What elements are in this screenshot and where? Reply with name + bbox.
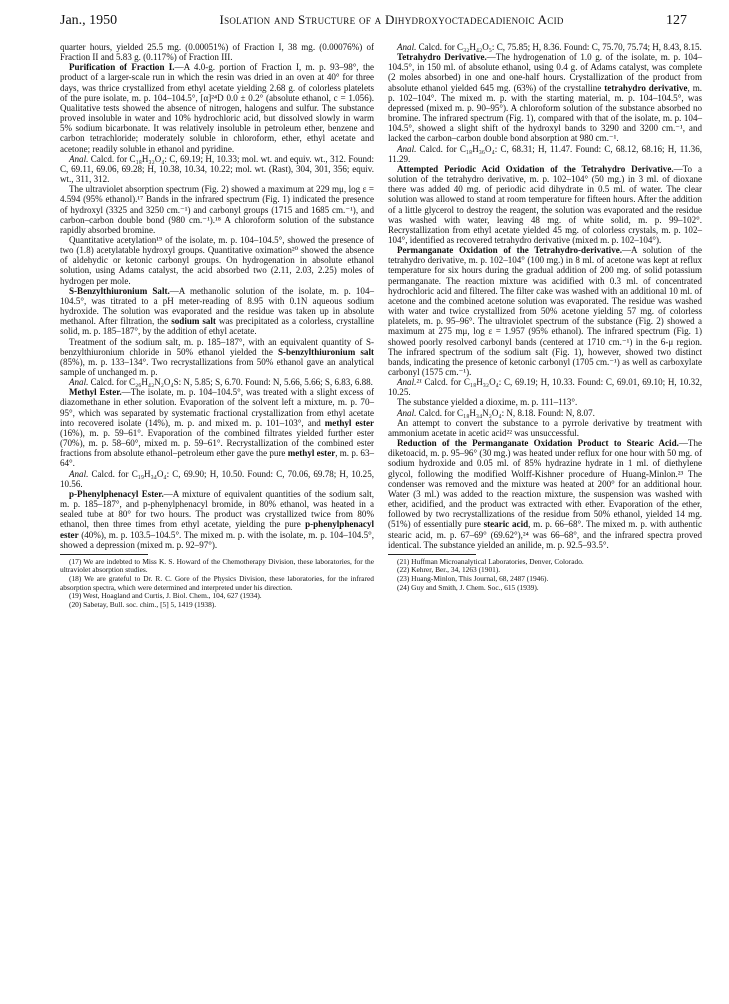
header-date: Jan., 1950 bbox=[60, 13, 118, 28]
paragraph: Reduction of the Permanganate Oxidation Product to Stearic Acid.—The diketoacid, m. p. 95–96° (30 mg.) was heated under reflux for one hour with 50 mg. of sodium hydroxide and 0.05 ml. of 85% hydrazine hydrate in 1 ml. of diethylene glycol, following the modified Wolff-Kishner procedure of Huang-Minlon.²³ The condenser was removed and the mixture was heated at 200° for an additional hour. Water (3 ml.) was added to the reaction mixture, the suspension was washed with ether, acidified, and the product was extracted with ether. Evaporation of the ether, followed by two recrystallizations of the residue from 50% ethanol, yielded 14 mg. (51%) of essentially pure stearic acid, m. p. 66–68°. The mixed m. p. with authentic stearic acid, m. p. 67–69° (69.62°),²⁴ was 66–68°, and the infrared spectra proved identical. The substance yielded an anilide, m. p. 92.5–93.5°. bbox=[388, 438, 702, 550]
paragraph: Anal. Calcd. for C₁₈H₃₂O₄: C, 69.19; H, 10.33; mol. wt. and equiv. wt., 312. Found: C, 69.11, 69.06, 69.28; H, 10.38, 10.34, 10.22; mol. wt. (Rast), 304, 301, 356; equiv. wt., 311, 312. bbox=[60, 153, 374, 185]
section-heading: Methyl Ester. bbox=[69, 387, 122, 398]
paragraph: Anal. Calcd. for C₁₈H₃₆O₄: C, 68.31; H, 11.47. Found: C, 68.12, 68.16; H, 11.36, 11.29. bbox=[388, 143, 702, 164]
footnote: (23) Huang-Minlon, This Journal, 68, 2487 (1946). bbox=[397, 574, 549, 583]
footnote: (24) Guy and Smith, J. Chem. Soc., 615 (1939). bbox=[397, 582, 539, 592]
footnotes bbox=[60, 558, 374, 610]
section-heading: S-Benzylthiuronium Salt. bbox=[69, 285, 170, 296]
paragraph: Quantitative acetylation¹⁹ of the isolate, m. p. 104–104.5°, showed the presence of two (1.8) acetylatable hydroxyl groups. Quantitative oximation²⁰ showed the absence of aldehydic or ketonic carbonyl groups. On hydrogenation in absolute ethanol solution, using Adams catalyst, the acid absorbed two (2.11, 2.03, 2.25) moles of hydrogen per mole. bbox=[60, 234, 374, 286]
paragraph: Anal. Calcd. for C₃₂H₄₂O₅: C, 75.85; H, 8.36. Found: C, 75.70, 75.74; H, 8.43, 8.15. bbox=[397, 42, 702, 52]
paragraph: Anal. Calcd. for C₂₆H₄₂N₂O₄S: N, 5.85; S, 6.70. Found: N, 5.66, 5.66; S, 6.83, 6.88. bbox=[69, 377, 373, 388]
footnote: (21) Huffman Microanalytical Laboratories, Denver, Colorado. bbox=[397, 556, 584, 566]
paragraph: Purification of Fraction I.—A 4.0-g. portion of Fraction I, m. p. 93–98°, the product of a larger-scale run in which the resin was dried in an oven at 40° for three days, was thrice crystallized from ethyl acetate yielding 2.68 g. of colorless platelets of the pure isolate, m. p. 104–104.5°, [α]²⁴D 0.0 ± 0.2° (absolute ethanol, c = 1.056). Qualitative tests showed the absence of nitrogen, halogens and sulfur. The substance proved insoluble in water and 10% hydrochloric acid, but dissolved slowly in warm 5% sodium bicarbonate. It was relatively insoluble in petroleum ether, benzene and carbon tetrachloride; moderately soluble in chloroform, ether, ethyl acetate and acetone; readily soluble in ethanol and pyridine. bbox=[60, 62, 374, 154]
anal-label: Anal. bbox=[69, 377, 89, 388]
paragraph: Methyl Ester.—The isolate, m. p. 104–104.5°, was treated with a slight excess of diazomethane in ether solution. Evaporation of the solvent left a mixture, m. p. 70–95°, which was separated by systematic fractional crystallization from ethyl acetate into recovered isolate (14%), m. p. and mixed m. p. 101–103°, and methyl ester (16%), m. p. 59–61°. Evaporation of the combined filtrates yielded further ester (70%), m. p. 58–60°, mixed m. p. 59–61°. Recrystallization of the combined ester fractions from absolute ethanol–petroleum ether gave the pure methyl ester, m. p. 63–64°. bbox=[60, 387, 374, 469]
paragraph: Anal. Calcd. for C₁₈H₃₄N₂O₄: N, 8.18. Found: N, 8.07. bbox=[397, 407, 595, 418]
paragraph: Anal. Calcd. for C₁₉H₃₄O₄: C, 69.90; H, 10.50. Found: C, 70.06, 69.78; H, 10.25, 10.56. bbox=[60, 468, 374, 489]
section-heading: Purification of Fraction I. bbox=[69, 62, 175, 73]
header-title: Isolation and Structure of a Dihydroxyoctadecadienoic Acid bbox=[219, 12, 564, 27]
paragraph: An attempt to convert the substance to a pyrrole derivative by treatment with ammonium acetate in acetic acid²² was unsuccessful. bbox=[388, 417, 702, 438]
section-heading: Tetrahydro Derivative. bbox=[397, 52, 487, 63]
footnote: (19) West, Hoagland and Curtis, J. Biol. Chem., 104, 627 (1934). bbox=[69, 591, 262, 601]
anal-label: Anal. bbox=[397, 143, 417, 154]
anal-label: Anal. bbox=[397, 407, 417, 418]
paragraph: Anal.²¹ Calcd. for C₁₈H₃₂O₄: C, 69.19; H, 10.33. Found: C, 69.01, 69.10; H, 10.32, 10.25. bbox=[388, 377, 702, 398]
right-column bbox=[388, 42, 702, 592]
footnote: (17) We are indebted to Miss K. S. Howard of the Chemotherapy Division, these laboratories, for the ultraviolet absorption studies. bbox=[60, 556, 374, 575]
paragraph: Permanganate Oxidation of the Tetrahydro-derivative.—A solution of the tetrahydro derivative, m. p. 102–104° (100 mg.) in 8 ml. of acetone was kept at reflux temperature for six hours during the gradual addition of 200 mg. of solid potassium permanganate. The reaction mixture was acidified with 0.3 ml. of concentrated hydrochloric acid and filtered. The filter cake was washed with an additional 10 ml. of acetone and the combined acetone solution was evaporated. The residue was washed with water and twice crystallized from 50% acetone yielding 57 mg. of colorless platelets, m. p. 95–96°. The ultraviolet spectrum of the substance (Fig. 2) showed a maximum at 275 mμ, log ε = 1.957 (95% ethanol). The infrared spectrum (Fig. 1) showed poorly resolved carbonyl bands (centered at 1710 cm.⁻¹) in the 6-μ region. The infrared spectrum of the sodium salt (Fig. 1), however, showed two distinct bands, indicating the presence of ketonic carbonyl (1705 cm.⁻¹) as well as carboxylate carbonyl (1575 cm.⁻¹). bbox=[388, 245, 702, 377]
paragraph: Attempted Periodic Acid Oxidation of the Tetrahydro Derivative.—To a solution of the tetrahydro derivative, m. p. 102–104° (50 mg.) in 3 ml. of dioxane there was added 40 mg. of periodic acid dihydrate in 0.5 ml. of water. The clear solution was allowed to stand at room temperature for fifteen hours. After the addition of a little glycerol to destroy the reagent, the solution was evaporated and the residue was washed with water, leaving 48 mg. of white solid, m. p. 99–102°. Recrystallization from ethyl acetate yielded 45 mg. of colorless crystals, m. p. 102–104°, identified as recovered tetrahydro derivative (mixed m. p. 102–104°). bbox=[388, 163, 702, 245]
anal-label: Anal. bbox=[69, 153, 89, 164]
section-heading: p-Phenylphenacyl Ester. bbox=[69, 488, 164, 499]
footnote-rule bbox=[60, 554, 148, 555]
paragraph: Tetrahydro Derivative.—The hydrogenation of 1.0 g. of the isolate, m. p. 104–104.5°, in 150 ml. of absolute ethanol, using 0.4 g. of Adams catalyst, was complete (2 moles absorbed) in one and one-half hours. Crystallization of the product from absolute ethanol yielded 645 mg. (63%) of the crystalline tetrahydro derivative, m. p. 102–104°. The mixed m. p. with the starting material, m. p. 104–104.5°, was depressed (mixed m. p. 90–95°). A chloroform solution of the substance absorbed no bromine. The infrared spectrum (Fig. 1), compared with that of the isolate, m. p. 104–104.5°, showed a slight shift of the hydroxyl bands to 3290 and 3200 cm.⁻¹, and lacked the carbon–carbon double bond absorption at 980 cm.⁻¹. bbox=[388, 52, 703, 144]
paragraph: The substance yielded a dioxime, m. p. 111–113°. bbox=[397, 397, 578, 408]
paragraph: The ultraviolet absorption spectrum (Fig. 2) showed a maximum at 229 mμ, log ε = 4.594 (95% ethanol).¹⁷ Bands in the infrared spectrum (Fig. 1) indicated the presence of hydroxyl (3325 and 3250 cm.⁻¹) and carbonyl groups (1715 and 1685 cm.⁻¹), and carbon–carbon double bond (980 cm.⁻¹).¹⁸ A chloroform solution of the substance rapidly absorbed bromine. bbox=[60, 184, 374, 235]
paragraph: Treatment of the sodium salt, m. p. 185–187°, with an equivalent quantity of S-benzylthiuronium chloride in 50% ethanol yielded the S-benzylthiuronium salt (85%), m. p. 133–134°. Two recrystallizations from 50% ethanol gave an analytical sample of unchanged m. p. bbox=[60, 336, 374, 377]
footnote-rule bbox=[388, 554, 476, 555]
anal-label: Anal. bbox=[69, 468, 89, 479]
running-header bbox=[60, 12, 687, 32]
footnote: (22) Kehrer, Ber., 34, 1263 (1901). bbox=[397, 565, 501, 575]
page-number: 127 bbox=[666, 13, 687, 28]
footnotes bbox=[388, 558, 702, 592]
section-heading: Reduction of the Permanganate Oxidation Product to Stearic Acid. bbox=[397, 438, 679, 449]
paragraph: p-Phenylphenacyl Ester.—A mixture of equivalent quantities of the sodium salt, m. p. 185–187°, and p-phenylphenacyl bromide, in 80% ethanol, was heated in a sealed tube at 80° for two hours. The product was crystallized twice from 80% ethanol, then three times from ethyl acetate, yielding the pure p-phenylphenacyl ester (40%), m. p. 103.5–104.5°. The mixed m. p. with the isolate, m. p. 104–104.5°, showed a depression (mixed m. p. 92–97°). bbox=[60, 488, 374, 550]
section-heading: Attempted Periodic Acid Oxidation of the Tetrahydro Derivative. bbox=[397, 163, 674, 174]
left-column bbox=[60, 42, 374, 609]
section-heading: Permanganate Oxidation of the Tetrahydro-derivative. bbox=[397, 245, 622, 256]
footnote: (20) Sabetay, Bull. soc. chim., [5] 5, 1419 (1938). bbox=[69, 599, 217, 609]
anal-label: Anal.²¹ bbox=[397, 377, 422, 388]
anal-label: Anal. bbox=[397, 42, 417, 52]
footnote: (18) We are grateful to Dr. R. C. Gore of the Physics Division, these laboratories, for the infrared absorption spectra, which were determined and interpreted under his direction. bbox=[60, 574, 374, 592]
paragraph: quarter hours, yielded 25.5 mg. (0.00051%) of Fraction I, 38 mg. (0.00076%) of Fraction II and 5.83 g. (0.117%) of Fraction III. bbox=[60, 42, 374, 63]
paragraph: S-Benzylthiuronium Salt.—A methanolic solution of the isolate, m. p. 104–104.5°, was titrated to a pH meter-reading of 8.95 with 0.1N aqueous sodium hydroxide. The solution was evaporated and the residue was taken up in absolute methanol. After filtration, the sodium salt was precipitated as a colorless, crystalline solid, m. p. 185–187°, by the addition of ethyl acetate. bbox=[60, 285, 375, 337]
